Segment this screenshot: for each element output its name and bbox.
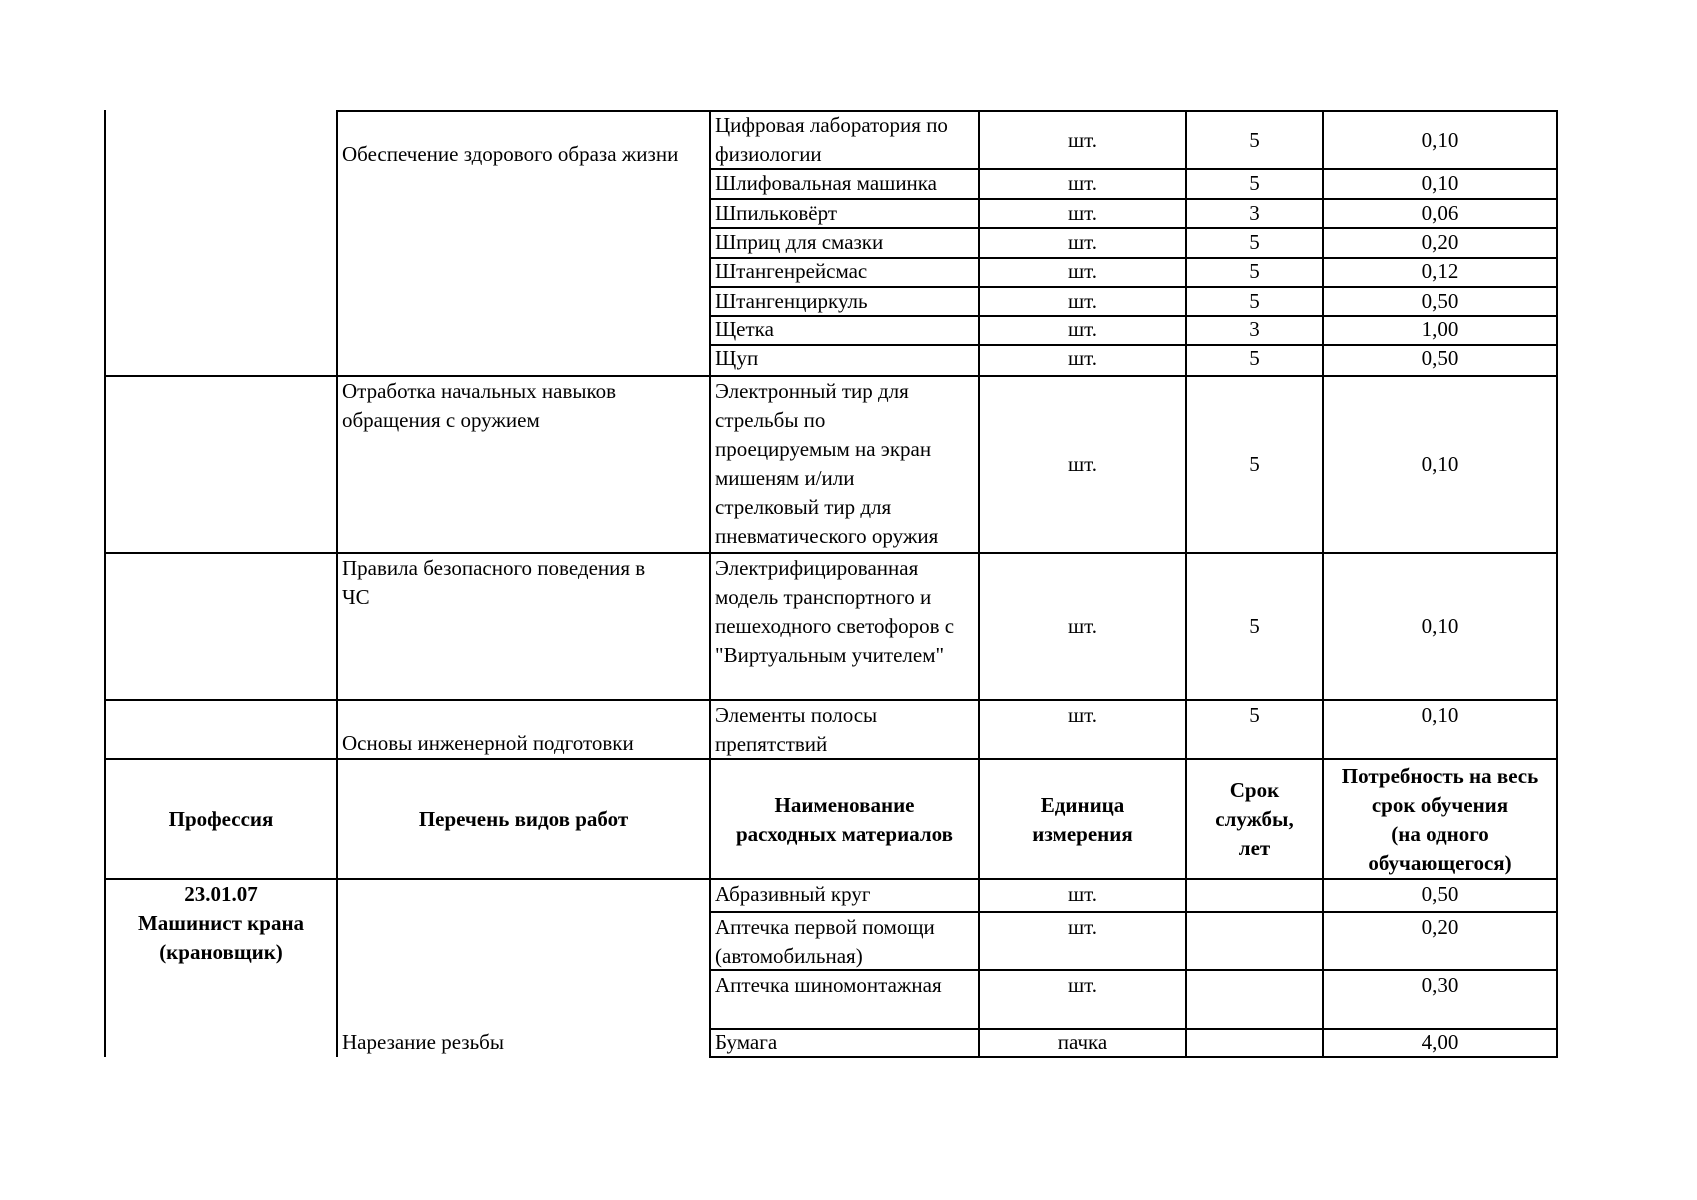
term-cell: 5	[1249, 171, 1260, 195]
material-cell: Щетка	[715, 317, 774, 341]
need-cell: 0,12	[1421, 259, 1459, 283]
need-cell: 4,00	[1421, 1030, 1459, 1054]
header-works: Перечень видов работ	[418, 807, 629, 831]
term-cell: 5	[1249, 703, 1260, 727]
material-cell: Абразивный круг	[715, 882, 871, 906]
term-cell: 5	[1249, 289, 1260, 313]
term-cell: 3	[1249, 201, 1260, 225]
unit-cell: шт.	[1067, 230, 1098, 254]
unit-cell: шт.	[1067, 289, 1098, 313]
unit-cell: шт.	[1067, 346, 1098, 370]
need-cell: 0,50	[1421, 289, 1459, 313]
work-cell: Правила безопасного поведения в ЧС	[342, 556, 646, 609]
need-cell: 0,50	[1421, 882, 1459, 906]
unit-cell: шт.	[1067, 973, 1098, 997]
material-cell: Элементы полосы препятствий	[715, 703, 878, 756]
need-cell: 1,00	[1421, 317, 1459, 341]
unit-cell: шт.	[1067, 882, 1098, 906]
header-material: Наименование расходных материалов	[735, 793, 953, 846]
work-cell: Отработка начальных навыков обращения с оружием	[342, 379, 617, 432]
material-cell: Аптечка первой помощи (автомобильная)	[715, 915, 935, 968]
term-cell: 5	[1249, 346, 1260, 370]
need-cell: 0,20	[1421, 915, 1459, 939]
material-cell: Шпильковёрт	[715, 201, 837, 225]
material-cell: Цифровая лаборатория по физиологии	[715, 113, 948, 166]
unit-cell: шт.	[1067, 614, 1098, 638]
need-cell: 0,20	[1421, 230, 1459, 254]
unit-cell: шт.	[1067, 915, 1098, 939]
unit-cell: шт.	[1067, 452, 1098, 476]
term-cell: 5	[1249, 230, 1260, 254]
material-cell: Бумага	[715, 1030, 778, 1054]
need-cell: 0,10	[1421, 171, 1459, 195]
need-cell: 0,10	[1421, 128, 1459, 152]
material-cell: Электрифицированная модель транспортного и пешеходного светофоров с "Виртуальным учителем"	[715, 556, 955, 667]
term-cell: 5	[1249, 614, 1260, 638]
need-cell: 0,06	[1421, 201, 1459, 225]
unit-cell: шт.	[1067, 128, 1098, 152]
need-cell: 0,10	[1421, 452, 1459, 476]
unit-cell: шт.	[1067, 259, 1098, 283]
need-cell: 0,50	[1421, 346, 1459, 370]
material-cell: Электронный тир для стрельбы по проецируемым на экран мишеням и/или стрелковый тир для пневматического оружия	[715, 379, 939, 548]
material-cell: Аптечка шиномонтажная	[715, 973, 942, 997]
table-border	[1556, 110, 1558, 1057]
term-cell: 5	[1249, 452, 1260, 476]
term-cell: 3	[1249, 317, 1260, 341]
work-cell: Обеспечение здорового образа жизни	[342, 142, 679, 166]
work-cell: Нарезание резьбы	[342, 1030, 504, 1054]
unit-cell: шт.	[1067, 317, 1098, 341]
work-cell: Основы инженерной подготовки	[342, 731, 634, 755]
header-term: Срок службы, лет	[1215, 778, 1294, 860]
material-cell: Штангенциркуль	[715, 289, 868, 313]
material-cell: Штангенрейсмас	[715, 259, 868, 283]
unit-cell: шт.	[1067, 703, 1098, 727]
unit-cell: шт.	[1067, 171, 1098, 195]
profession-cell: 23.01.07 Машинист крана (крановщик)	[137, 882, 305, 964]
material-cell: Шприц для смазки	[715, 230, 884, 254]
header-profession: Профессия	[168, 807, 274, 831]
need-cell: 0,30	[1421, 973, 1459, 997]
need-cell: 0,10	[1421, 614, 1459, 638]
term-cell: 5	[1249, 128, 1260, 152]
term-cell: 5	[1249, 259, 1260, 283]
material-cell: Щуп	[715, 346, 759, 370]
unit-cell: пачка	[1057, 1030, 1108, 1054]
material-cell: Шлифовальная машинка	[715, 171, 937, 195]
header-need: Потребность на весь срок обучения (на одного обучающегося)	[1341, 764, 1539, 875]
unit-cell: шт.	[1067, 201, 1098, 225]
need-cell: 0,10	[1421, 703, 1459, 727]
header-unit: Единица измерения	[1032, 793, 1133, 846]
